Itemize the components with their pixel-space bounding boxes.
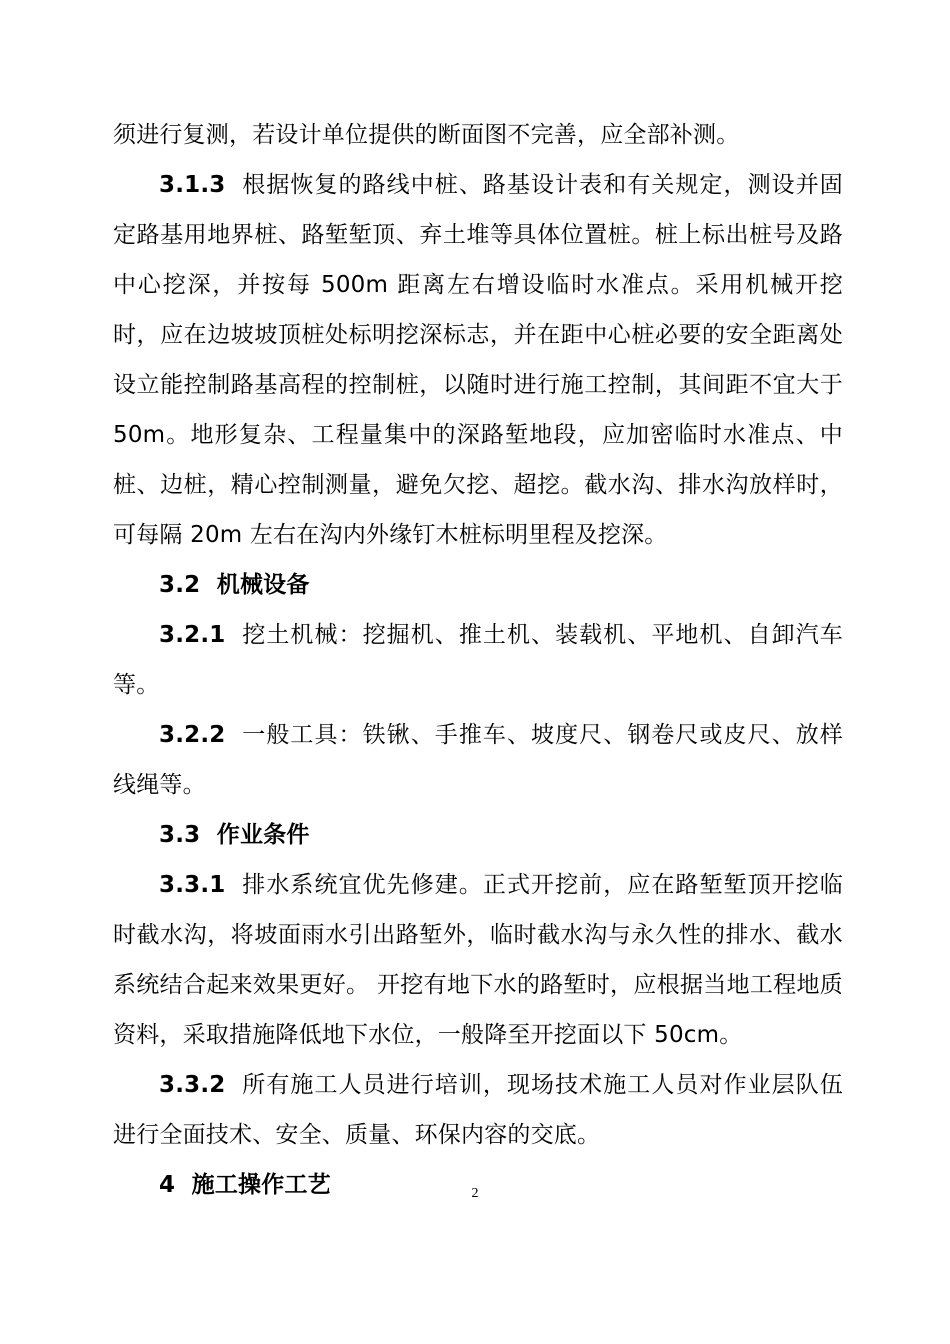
clause-number: 3.2.1 [159,622,226,648]
clause-text: 排水系统宜优先修建。正式开挖前，应在路堑堑顶开挖临时截水沟，将坡面雨水引出路堑外，临时截水沟与永久性的排水、截水系统结合起来效果更好。 开挖有地下水的路堑时，应根据当地工程地质资料，采取措施降低地下水位，一般降至开挖面以下 50cm。 [113,872,844,1048]
heading-text: 作业条件 [216,822,310,848]
clause-number: 3.1.3 [159,172,226,198]
heading-number: 3.2 [159,572,201,598]
clause-text: 挖土机械：挖掘机、推土机、装载机、平地机、自卸汽车等。 [113,622,844,698]
clause-text: 所有施工人员进行培训，现场技术施工人员对作业层队伍进行全面技术、安全、质量、环保内容的交底。 [113,1072,844,1148]
page-number: 2 [471,1186,479,1201]
paragraph-text: 须进行复测，若设计单位提供的断面图不完善，应全部补测。 [113,122,740,148]
clause-3-3-2 [113,1060,843,1160]
section-heading-3-3 [113,810,843,860]
clause-text: 根据恢复的路线中桩、路基设计表和有关规定，测设并固定路基用地界桩、路堑堑顶、弃土堆等具体位置桩。桩上标出桩号及路中心挖深，并按每 500m 距离左右增设临时水准点。采用机械开挖时，应在边坡坡顶桩处标明挖深标志，并在距中心桩必要的安全距离处设立能控制路基高程的控制桩，以随时进行施工控制，其间距不宜大于 50m。地形复杂、工程量集中的深路堑地段，应加密临时水准点、中桩、边桩，精心控制测量，避免欠挖、超挖。截水沟、排水沟放样时，可每隔 20m 左右在沟内外缘钉木桩标明里程及挖深。 [113,172,844,548]
clause-3-1-3 [113,160,843,560]
section-heading-4 [113,1160,843,1210]
heading-text: 机械设备 [216,572,310,598]
heading-number: 3.3 [159,822,201,848]
clause-3-2-1 [113,610,843,710]
clause-number: 3.3.2 [159,1072,226,1098]
section-heading-3-2 [113,560,843,610]
clause-text: 一般工具：铁锹、手推车、坡度尺、钢卷尺或皮尺、放样线绳等。 [113,722,844,798]
clause-3-3-1 [113,860,843,1060]
paragraph-continuation [113,110,843,160]
clause-number: 3.3.1 [159,872,226,898]
clause-3-2-2 [113,710,843,810]
body-text [113,110,843,1210]
clause-number: 3.2.2 [159,722,226,748]
heading-number: 4 [159,1172,176,1198]
heading-text: 施工操作工艺 [191,1172,331,1198]
